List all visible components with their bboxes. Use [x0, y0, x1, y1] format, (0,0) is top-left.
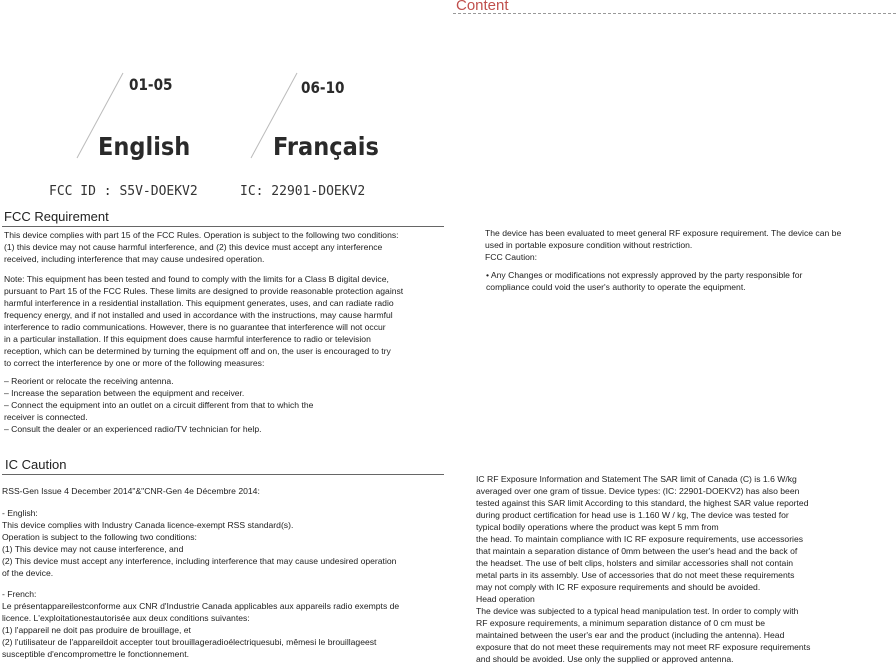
rf-general-text: The device has been evaluated to meet general RF exposure requirement. The device can be used in portable exposure condition without restriction. FCC Caution: [485, 228, 842, 262]
ic-section-rule [2, 474, 444, 475]
fcc-id: FCC ID : S5V-DOEKV2 [49, 184, 198, 199]
fcc-section-title: FCC Requirement [4, 209, 109, 224]
ic-rf-exposure-text: IC RF Exposure Information and Statement The SAR limit of Canada (C) is 1.6 W/kg averaged over one gram of tissue. Device types: (IC: 22901-DOEKV2) has also been tested against this SAR limit According to this standard, the highest SAR value reported during product certification for head use is 1.160 W / kg, The device was tested for typical bodily operations where the product was kept 5 mm from the head. To maintain compliance with IC RF exposure requirements, use accessories that maintain a separation distance of 0mm between the user's head and the back of the headset. The use of belt clips, holsters and similar accessories shall not contain metal parts in its assembly. Use of accessories that do not meet these requirements may not comply with IC RF exposure requirements and should be avoided. Head operation The device was subjected to a typical head manipulation test. In order to comply with RF exposure requirements, a minimum separation distance of 0 cm must be maintained between the user's ear and the product (including the antenna). Head exposure that do not meet these requirements may not meet RF exposure requirements and should be avoided. Use only the supplied or approved antenna. [476, 474, 811, 664]
ic-id: IC: 22901-DOEKV2 [240, 184, 366, 199]
ic-english-text: - English: This device complies with Industry Canada licence-exempt RSS standard(s). Operation is subject to the following two conditions: (1) This device may not cause interference, and (2) This device must accept any interference, including interference that may cause undesired operation of the device. [2, 508, 397, 578]
fcc-measures-list: – Reorient or relocate the receiving antenna. – Increase the separation between the equipment and receiver. – Connect the equipment into an outlet on a circuit different from that to which the receiver is connected. – Consult the dealer or an experienced radio/TV technician for help. [4, 376, 314, 434]
ic-section-title: IC Caution [5, 457, 67, 472]
francais-page-range: 06-10 [301, 78, 345, 97]
english-label: English [98, 132, 191, 161]
english-page-range: 01-05 [129, 75, 173, 94]
ic-french-text: - French: Le présentappareilestconforme aux CNR d'Industrie Canada applicables aux appareils radio exempts de licence. L'exploitationestautorisée aux deux conditions suivantes: (1) l'appareil ne doit pas produire de brouillage, et (2) l'utilisateur de l'appareildoit accepter tout brouillageradioélectriquesubi, mêmesi le brouillageest susceptible d'encompromettre le fonctionnement. [2, 589, 400, 659]
fcc-caution-bullet: • Any Changes or modifications not expressly approved by the party responsible for compliance could void the user's authority to operate the equipment. [486, 270, 803, 292]
content-divider [453, 13, 896, 14]
ic-issue-line: RSS-Gen Issue 4 December 2014"&"CNR-Gen 4e Décembre 2014: [2, 486, 260, 496]
fcc-note-text: Note: This equipment has been tested and found to comply with the limits for a Class B digital device, pursuant to Part 15 of the FCC Rules. These limits are designed to provide reasonable protection against harmful interference in a residential installation. This equipment generates, uses, and can radiate radio frequency energy, and if not installed and used in accordance with the instructions, may cause harmful interference to radio communications. However, there is no guarantee that interference will not occur in a particular installation. If this equipment does cause harmful interference to radio or television reception, which can be determined by turning the equipment off and on, the user is encouraged to try to correct the interference by one or more of the following measures: [4, 274, 404, 368]
content-header: Content [456, 0, 509, 14]
francais-label: Français [273, 132, 379, 161]
fcc-conditions-text: This device complies with part 15 of the FCC Rules. Operation is subject to the following two conditions: (1) this device may not cause harmful interference, and (2) this device must accept any interference received, including interference that may cause undesired operation. [4, 230, 399, 264]
language-slashes [0, 0, 450, 175]
fcc-section-rule [2, 226, 444, 227]
